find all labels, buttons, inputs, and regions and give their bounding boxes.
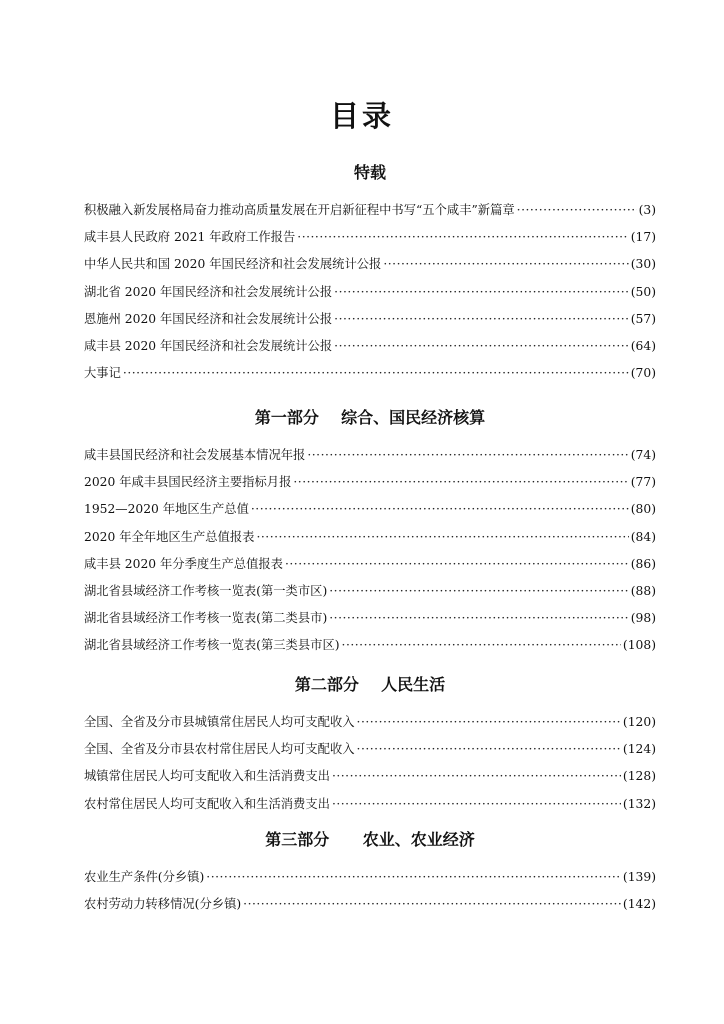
entry-page-number: (108) (622, 638, 656, 653)
entry-title: 恩施州 2020 年国民经济和社会发展统计公报 (84, 311, 333, 326)
dot-leader (332, 791, 621, 818)
toc-entry[interactable] (84, 632, 656, 659)
entry-title: 2020 年全年地区生产总值报表 (84, 529, 255, 544)
dot-leader (357, 736, 621, 763)
section-heading: 第二部分 人民生活 (294, 675, 446, 694)
section-heading: 第三部分 农业、农业经济 (265, 830, 475, 849)
dot-leader (332, 763, 621, 790)
toc-entry[interactable] (84, 469, 656, 496)
entry-title: 全国、全省及分市县农村常住居民人均可支配收入 (84, 742, 355, 757)
section-part-three (84, 826, 656, 918)
section-part-two (84, 671, 656, 818)
entry-title: 咸丰县国民经济和社会发展基本情况年报 (84, 448, 306, 462)
toc-entry[interactable] (84, 891, 656, 918)
entry-title: 咸丰县人民政府 2021 年政府工作报告 (84, 230, 296, 245)
toc-list (84, 709, 656, 818)
dot-leader (334, 306, 629, 333)
entry-title: 湖北省县域经济工作考核一览表(第二类县市) (84, 611, 328, 626)
entry-title: 湖北省县域经济工作考核一览表(第一类市区) (84, 583, 328, 598)
dot-leader (342, 632, 621, 659)
entry-title: 湖北省 2020 年国民经济和社会发展统计公报 (84, 284, 333, 299)
entry-page-number: (3) (638, 203, 656, 217)
page-title: 目录 (329, 99, 394, 133)
toc-entry[interactable] (84, 763, 656, 790)
entry-title: 1952—2020 年地区生产总值 (84, 502, 249, 517)
entry-page-number: (88) (630, 583, 656, 598)
entry-page-number: (86) (630, 556, 656, 571)
dot-leader (297, 224, 628, 251)
entry-page-number: (74) (630, 448, 656, 462)
toc-entry[interactable] (84, 605, 656, 632)
entry-page-number: (30) (630, 257, 656, 272)
toc-entry[interactable] (84, 279, 656, 306)
toc-entry[interactable] (84, 496, 656, 523)
section-heading: 特载 (353, 163, 386, 182)
entry-page-number: (84) (630, 529, 656, 544)
entry-page-number: (120) (622, 715, 656, 729)
toc-list (84, 864, 656, 918)
toc-entry[interactable] (84, 709, 656, 736)
toc-entry[interactable] (84, 306, 656, 333)
dot-leader (123, 360, 629, 387)
entry-page-number: (98) (630, 611, 656, 626)
entry-title: 湖北省县域经济工作考核一览表(第三类县市区) (84, 638, 340, 653)
entry-page-number: (80) (630, 502, 656, 517)
toc-list (84, 197, 656, 387)
dot-leader (357, 709, 621, 736)
dot-leader (383, 251, 628, 278)
section-part-one (84, 404, 656, 660)
toc-entry[interactable] (84, 224, 656, 251)
entry-page-number: (57) (630, 311, 656, 326)
entry-page-number: (142) (622, 897, 656, 912)
entry-page-number: (77) (630, 475, 656, 490)
entry-page-number: (128) (622, 769, 656, 784)
entry-page-number: (70) (630, 366, 656, 381)
entry-page-number: (139) (622, 870, 656, 884)
entry-title: 大事记 (84, 366, 121, 381)
toc-entry[interactable] (84, 360, 656, 387)
toc-entry[interactable] (84, 333, 656, 360)
entry-page-number: (64) (630, 338, 656, 353)
toc-list (84, 442, 656, 660)
entry-page-number: (50) (630, 284, 656, 299)
entry-title: 城镇常住居民人均可支配收入和生活消费支出 (84, 769, 330, 784)
entry-title: 中华人民共和国 2020 年国民经济和社会发展统计公报 (84, 257, 382, 272)
toc-entry[interactable] (84, 578, 656, 605)
entry-title: 农业生产条件(分乡镇) (84, 870, 205, 884)
entry-title: 2020 年咸丰县国民经济主要指标月报 (84, 475, 292, 490)
entry-page-number: (124) (622, 742, 656, 757)
dot-leader (256, 524, 628, 551)
toc-entry[interactable] (84, 442, 656, 469)
section-special (84, 159, 656, 387)
entry-title: 咸丰县 2020 年国民经济和社会发展统计公报 (84, 338, 333, 353)
dot-leader (251, 496, 629, 523)
dot-leader (206, 864, 621, 891)
toc-entry[interactable] (84, 736, 656, 763)
entry-title: 农村劳动力转移情况(分乡镇) (84, 897, 242, 912)
entry-title: 积极融入新发展格局奋力推动高质量发展在开启新征程中书写“五个咸丰”新篇章 (84, 203, 515, 217)
toc-entry[interactable] (84, 524, 656, 551)
toc-entry[interactable] (84, 551, 656, 578)
dot-leader (243, 891, 621, 918)
toc-entry[interactable] (84, 864, 656, 891)
entry-title: 咸丰县 2020 年分季度生产总值报表 (84, 556, 283, 571)
dot-leader (285, 551, 629, 578)
toc-entry[interactable] (84, 791, 656, 818)
dot-leader (329, 578, 629, 605)
entry-page-number: (17) (630, 230, 656, 245)
entry-page-number: (132) (622, 796, 656, 811)
toc-entry[interactable] (84, 251, 656, 278)
dot-leader (329, 605, 629, 632)
toc-entry[interactable] (84, 197, 656, 224)
section-heading: 第一部分 综合、国民经济核算 (254, 408, 486, 427)
dot-leader (334, 333, 629, 360)
entry-title: 农村常住居民人均可支配收入和生活消费支出 (84, 796, 330, 811)
dot-leader (307, 442, 628, 469)
dot-leader (334, 279, 629, 306)
dot-leader (293, 469, 628, 496)
entry-title: 全国、全省及分市县城镇常住居民人均可支配收入 (84, 715, 355, 729)
dot-leader (517, 197, 637, 224)
